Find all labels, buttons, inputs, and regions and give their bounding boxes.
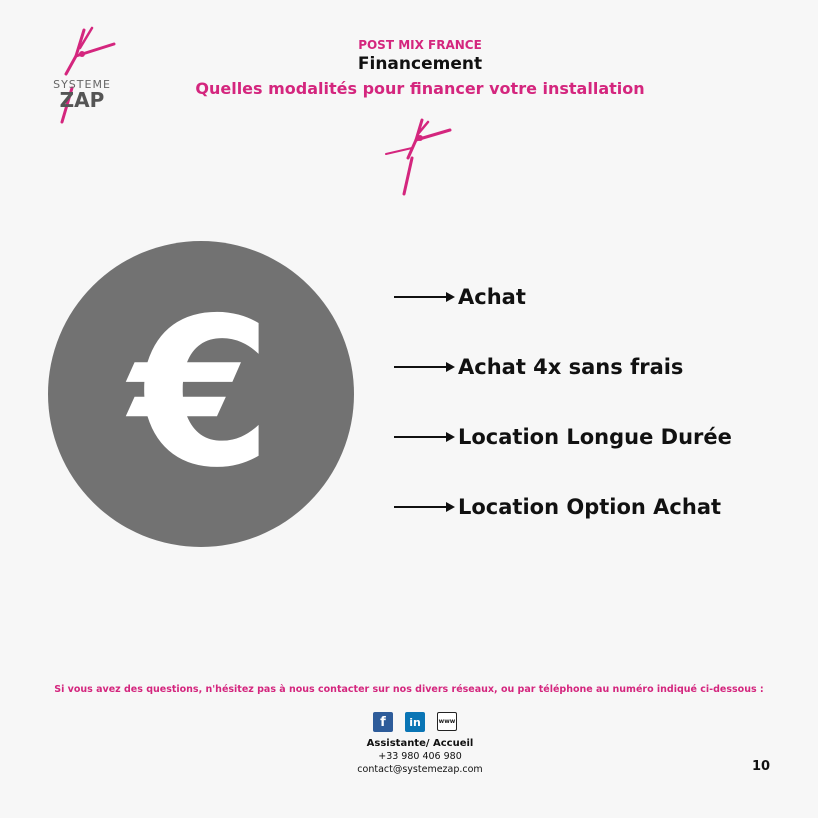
linkedin-icon[interactable]: in [405,712,425,732]
contact-block [300,738,540,775]
facebook-icon[interactable]: f [373,712,393,732]
contact-role: Assistante/ Accueil [366,738,474,749]
euro-symbol: € [129,274,273,513]
company-logo [36,26,126,126]
contact-email[interactable]: contact@systemezap.com [357,764,483,775]
page-number: 10 [752,759,771,774]
euro-icon [48,241,354,547]
page-subtitle: Quelles modalités pour financer votre installation [195,79,645,98]
contact-note: Si vous avez des questions, n'hésitez pas à nous contacter sur nos divers réseaux, ou par téléphone au numéro indiqué ci-dessous : [54,684,764,695]
dancer-icon [382,118,454,198]
list-item [394,262,814,332]
arrow-right-icon [394,291,456,303]
financing-options-list [394,262,814,542]
arrow-right-icon [394,501,456,513]
list-item [394,332,814,402]
logo-main-text: ZAP [59,88,105,112]
list-item [394,472,814,542]
website-icon[interactable]: www [437,712,457,731]
option-achat-4x-label: Achat 4x sans frais [458,355,684,379]
option-achat-label: Achat [458,285,526,309]
arrow-right-icon [394,361,456,373]
social-links [373,712,457,732]
option-loa-label: Location Option Achat [458,495,722,519]
page-eyebrow: POST MIX FRANCE [358,38,482,52]
contact-phone[interactable]: +33 980 406 980 [378,751,462,762]
arrow-right-icon [394,431,456,443]
list-item [394,402,814,472]
logo-top-text: SYSTEME [53,78,111,91]
page-title: Financement [357,54,483,74]
option-lld-label: Location Longue Durée [458,425,732,449]
